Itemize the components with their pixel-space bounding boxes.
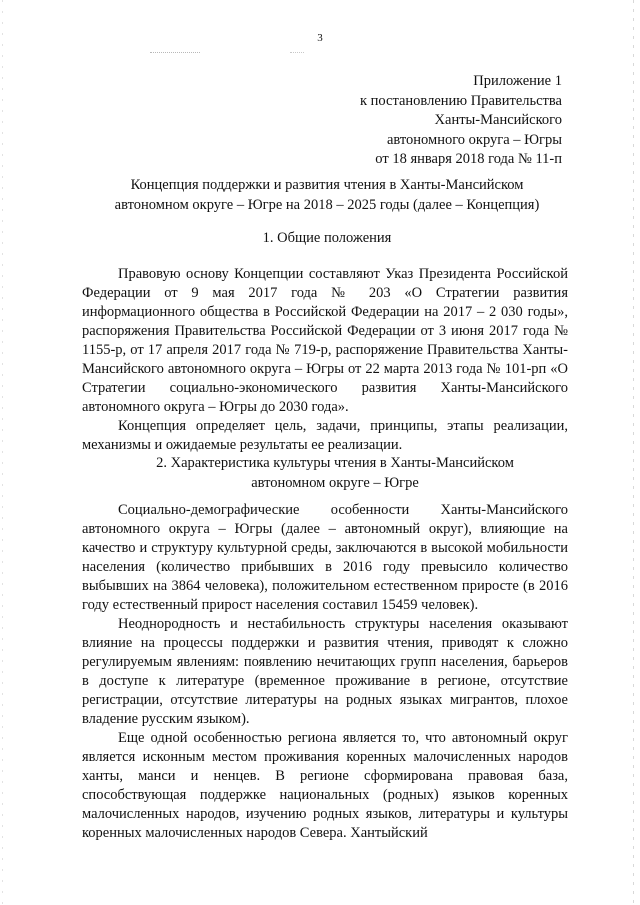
paragraph: Еще одной особенностью региона является то, что автономный округ является исконным местом проживания коренных малочисленных народов ханты, манси и ненцев. В регионе сформирована правовая база, способствующая поддержке национальных (родных) языков коренных малочисленных народов, изучению родных языков, литературы и культуры коренных малочисленных народов Севера. Хантыйский — [82, 730, 568, 841]
title-line: Концепция поддержки и развития чтения в Ханты-Мансийском — [130, 177, 524, 193]
scan-edge-left — [2, 0, 3, 905]
appendix-line: автономного округа – Югры — [386, 131, 562, 148]
heading-line: 2. Характеристика культуры чтения в Ханты-Мансийском — [156, 455, 514, 471]
paragraph: Правовую основу Концепции составляют Указ Президента Российской Федерации от 9 мая 2017 года № 203 «О Стратегии развития информационного общества в Российской Федерации на 2017 – 2 030 годы», распоряжения Правительства Российской Федерации от 3 июня 2017 года № 1155-р, от 17 апреля 2017 года № 719-р, распоряжение Правительства Ханты-Мансийского автономного округа – Югры от 22 марта 2013 года № 101-рп «О Стратегии социально-экономического развития Ханты-Мансийского автономного округа – Югры до 2030 года». — [82, 266, 568, 415]
scan-artifact — [290, 52, 304, 55]
section-body — [82, 501, 568, 843]
section-heading — [140, 454, 530, 493]
appendix-line: от 18 января 2018 года № 11-п — [375, 151, 562, 168]
appendix-line: Приложение 1 — [473, 73, 562, 89]
scan-edge-right — [633, 0, 634, 905]
appendix-block — [360, 72, 562, 170]
heading-line: автономном округе – Югре — [251, 474, 419, 491]
paragraph: Концепция определяет цель, задачи, принципы, этапы реализации, механизмы и ожидаемые результаты ее реализации. — [82, 418, 568, 453]
paragraph: Неоднородность и нестабильность структуры населения оказывают влияние на процессы поддержки и развития чтения, приводят к сложно регулируемым явлениям: появлению нечитающих групп населения, барьеров в доступе к литературе (временное проживание в регионе, отсутствие регистрации, отсутствие литературы на родных языках мигрантов, плохое владение русским языком). — [82, 616, 568, 727]
document-title — [82, 176, 572, 215]
paragraph: Социально-демографические особенности Ханты-Мансийского автономного округа – Югры (далее – автономный округ), влияющие на качество и структуру культурной среды, заключаются в высокой мобильности населения (количество прибывших в 2016 году превысило количество выбывших на 3864 человека), положительном естественном приросте (в 2016 году естественный прирост населения составил 15459 человек). — [82, 502, 568, 613]
title-line: автономном округе – Югре на 2018 – 2025 годы (далее – Концепция) — [114, 196, 540, 213]
appendix-line: к постановлению Правительства — [360, 92, 562, 109]
page-number: 3 — [317, 32, 323, 44]
section-heading: 1. Общие положения — [262, 230, 392, 246]
appendix-line: Ханты-Мансийского — [434, 112, 562, 129]
section-body — [82, 265, 568, 455]
scan-artifact — [150, 52, 200, 55]
